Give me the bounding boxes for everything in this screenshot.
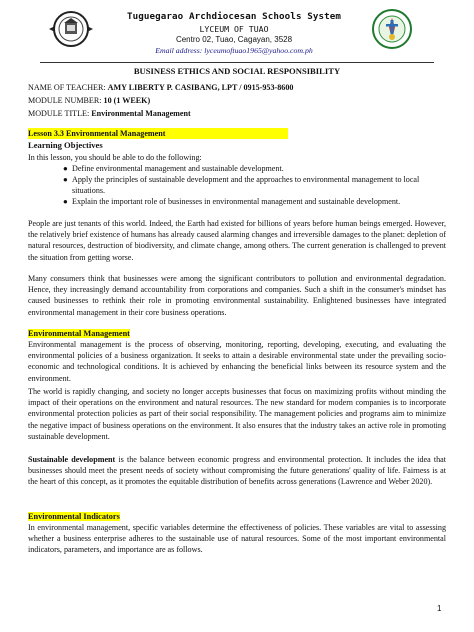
teacher-value: AMY LIBERTY P. CASIBANG, LPT / 0915-953-8600 bbox=[107, 83, 294, 92]
sustainable-development-term: Sustainable development bbox=[28, 455, 116, 464]
paragraph-sustainable-development: Sustainable development is the balance between economic progress and environmental protection. It includes the idea that businesses should meet the present needs of society without compromising the future generations' quality of life. Fairness is at the heart of this concept, as it promotes the equitable distribution of benefits across generations (Lawrence and Weber 2020). bbox=[28, 455, 447, 487]
objective-bullet: ● Apply the principles of sustainable development and the approaches to environmental management to local situations. bbox=[63, 175, 420, 195]
paragraph-rapid-change: The world is rapidly changing, and society no longer accepts businesses that focus on maximizing profits without minding the impact of their operations on the environment and natural resources. The new standard for modern companies is to incorporate environmental protection policies as part of their social responsibility. The management policies and programs aim to minimize the negative impact of business operations on the environment. It also ensures that the industry takes an active role in promoting sustainable development. bbox=[28, 387, 446, 441]
lyceum-seal-logo bbox=[47, 9, 95, 49]
header-divider bbox=[40, 62, 434, 63]
bullet-dot-icon: ● bbox=[63, 164, 68, 173]
teacher-label: NAME OF TEACHER: bbox=[28, 83, 108, 92]
paragraph-env-management: Environmental management is the process of observing, monitoring, reporting, developing, executing, and evaluating the environmental policies of a business organization. It seeks to attain a desirable environmental state under the prevailing socio-economic and technological conditions. It is achieved by enhancing the beneficial links between its resource system and the environment. bbox=[28, 340, 446, 383]
learning-objectives-heading: Learning Objectives bbox=[28, 140, 103, 150]
module-title-line bbox=[28, 108, 191, 119]
module-number-value: 10 (1 WEEK) bbox=[103, 96, 151, 105]
lesson-heading: Lesson 3.3 Environmental Management bbox=[28, 129, 166, 138]
module-number-line bbox=[28, 95, 150, 106]
objectives-intro: In this lesson, you should be able to do the following: bbox=[28, 153, 202, 162]
bullet-dot-icon: ● bbox=[63, 197, 68, 206]
paragraph-consumers: Many consumers think that businesses were among the significant contributors to pollution and environmental degradation. Hence, they increasingly demand accountability from corporations and companies. Such a shift in the consumer's mindset has caused businesses to rethink their role in promoting environmental sustainability. Enlightened businesses have integrated environmental management in their core business operations. bbox=[28, 274, 446, 317]
teacher-line bbox=[28, 82, 293, 93]
school-system-name: Tuguegarao Archdiocesan Schools System bbox=[127, 11, 341, 22]
paragraph-tenants: People are just tenants of this world. Indeed, the Earth had existed for billions of years before human beings emerged. However, the relatively brief existence of humans has already caused alarming changes and irreversible damages to the planet: depletion of natural resources, destruction of biodiversity, and climate change, among others. The current generation is challenged to prevent the situation from getting worse. bbox=[28, 219, 446, 262]
document-title: BUSINESS ETHICS AND SOCIAL RESPONSIBILITY bbox=[133, 66, 341, 76]
paragraph-env-indicators: In environmental management, specific variables determine the effectiveness of policies. These variables are vital to assessing whether a business enterprise adheres to the sustainable use of natural resources. Some of the most important environmental indicators, parameters, and importance are as follows. bbox=[28, 523, 446, 555]
school-name: LYCEUM OF TUAO bbox=[199, 24, 269, 34]
archdiocesan-seal-logo bbox=[372, 9, 412, 49]
module-title-label: MODULE TITLE: bbox=[28, 109, 92, 118]
page-number: 1 bbox=[437, 604, 442, 613]
module-title-value: Environmental Management bbox=[91, 109, 191, 118]
bullet-dot-icon: ● bbox=[63, 175, 68, 184]
module-number-label: MODULE NUMBER: bbox=[28, 96, 104, 105]
env-indicators-heading: Environmental Indicators bbox=[28, 512, 120, 521]
objective-bullet: ● Define environmental management and sustainable development. bbox=[63, 164, 284, 173]
school-address: Centro 02, Tuao, Cagayan, 3528 bbox=[175, 35, 293, 44]
school-email: Email address: lyceumoftuao1965@yahoo.com.ph bbox=[155, 46, 313, 55]
objective-bullet: ● Explain the important role of businesses in environmental management and sustainable development. bbox=[63, 197, 401, 206]
env-management-heading: Environmental Management bbox=[28, 329, 130, 338]
